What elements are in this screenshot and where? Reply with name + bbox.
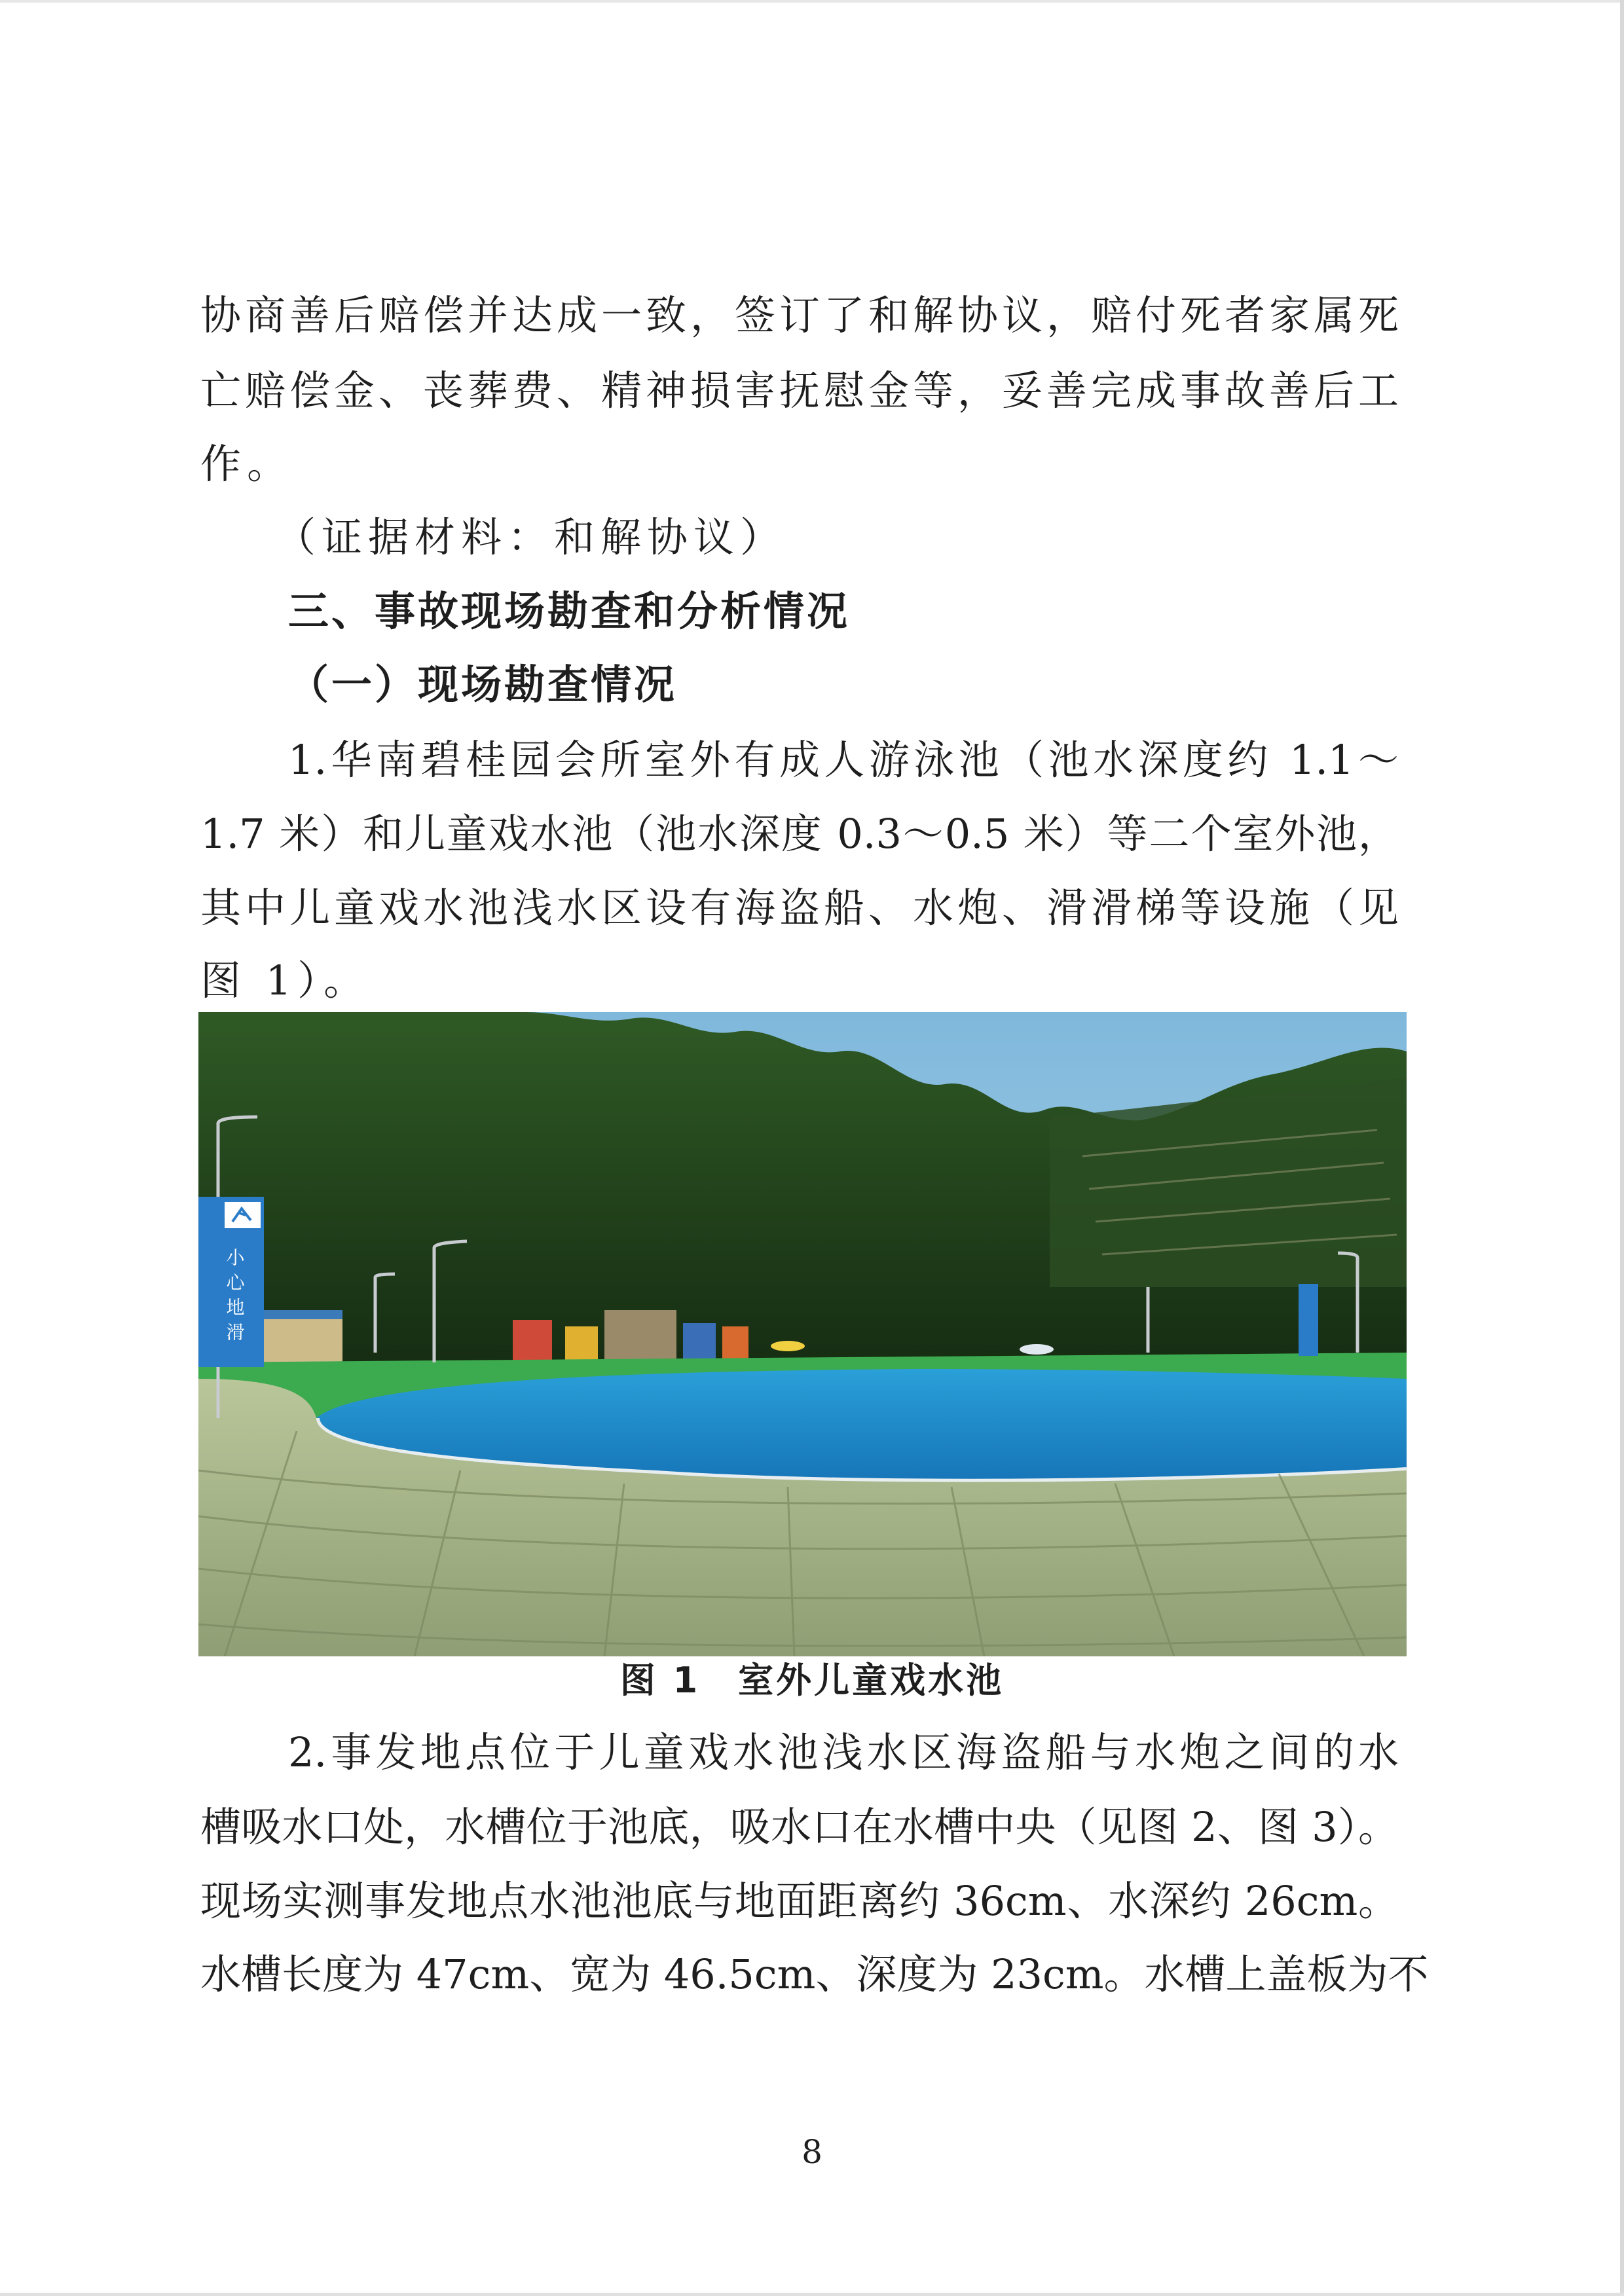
paragraph-line: 作。 [200,440,294,488]
pool-photo [198,1012,1407,1656]
paragraph-line: 1.7 米）和儿童戏水池（池水深度 0.3～0.5 米）等二个室外池， [200,810,1399,858]
paragraph-line: 现场实测事发地点水池池底与地面距离约 36cm、水深约 26cm。 [200,1877,1399,1925]
paragraph-line: 亡赔偿金、丧葬费、精神损害抚慰金等，妥善完成事故善后工 [200,367,1399,414]
paragraph-line: 2.事发地点位于儿童戏水池浅水区海盗船与水炮之间的水 [288,1728,1399,1776]
paragraph-line: 1.华南碧桂园会所室外有成人游泳池（池水深度约 1.1～ [288,736,1399,784]
evidence-note: （证据材料：和解协议） [275,513,787,561]
pool-sign [1299,1284,1318,1356]
caution-sign-text: 小心地滑 [223,1248,246,1347]
paragraph-line: 槽吸水口处，水槽位于池底，吸水口在水槽中央（见图 2、图 3）。 [200,1803,1399,1851]
scan-border-right [1620,0,1624,2296]
paragraph-line: 其中儿童戏水池浅水区设有海盗船、水炮、滑滑梯等设施（见 [200,884,1399,932]
scan-border-top [0,0,1624,3]
page-number: 8 [802,2133,822,2171]
paragraph-line: 协商善后赔偿并达成一致，签订了和解协议，赔付死者家属死 [200,291,1399,339]
figure-caption: 图 1 室外儿童戏水池 [619,1660,1005,1701]
sub-heading: （一）现场勘查情况 [288,661,678,708]
scan-border-bottom [0,2293,1624,2296]
paragraph-line: 图 1）。 [200,957,371,1004]
section-heading: 三、事故现场勘查和分析情况 [288,587,851,635]
paragraph-line: 水槽长度为 47cm、宽为 46.5cm、深度为 23cm。水槽上盖板为不 [200,1950,1429,1998]
